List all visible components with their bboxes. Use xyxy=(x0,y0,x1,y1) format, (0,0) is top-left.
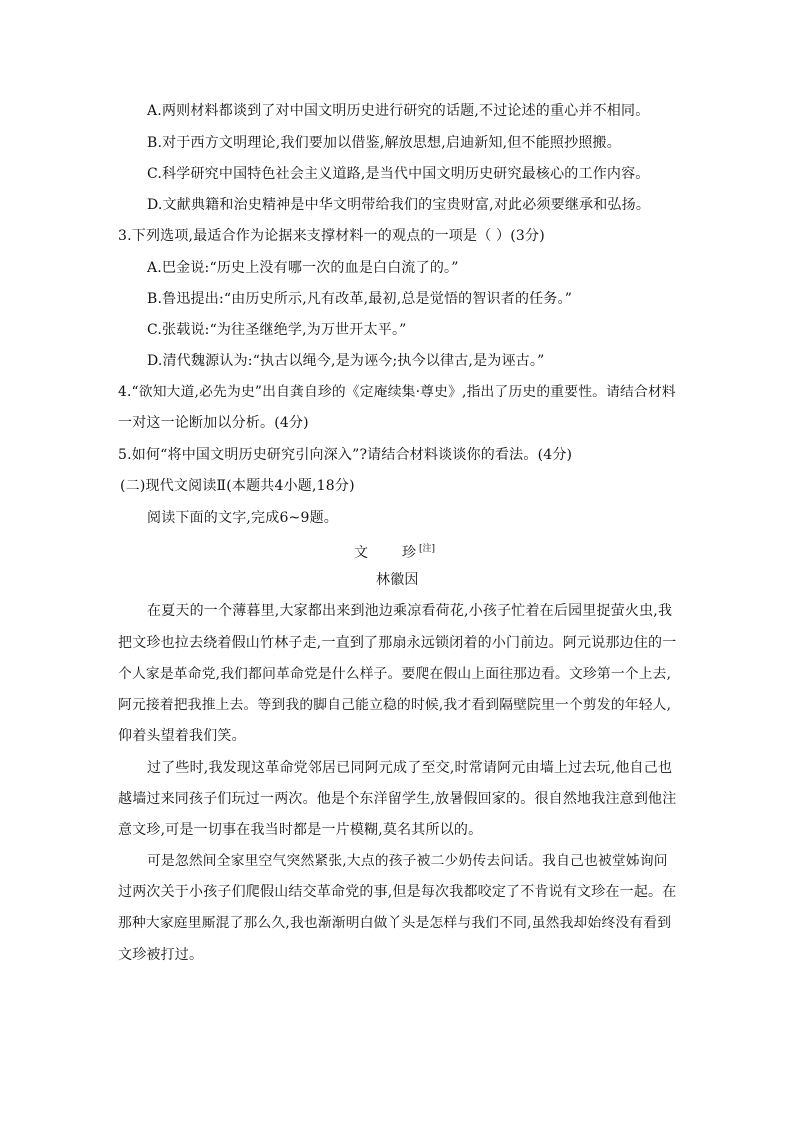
story-title-note: [注] xyxy=(419,544,436,554)
story-title-right: 珍 xyxy=(402,545,416,561)
paragraph-2-line-2: 越墙过来同孩子们玩过一两次。他是个东洋留学生,放暑假回家的。很自然地我注意到他注 xyxy=(118,791,677,807)
q3-option-d: D.清代魏源认为:“执古以绳今,是为诬今;执今以律古,是为诬古。” xyxy=(147,353,545,369)
q4-line-2: 一对这一论断加以分析。(4分) xyxy=(118,415,309,431)
section-heading: (二)现代文阅读Ⅱ(本题共4小题,18分) xyxy=(120,478,355,494)
story-title-left: 文 xyxy=(354,545,368,561)
paragraph-2-line-3: 意文珍,可是一切事在我当时都是一片模糊,莫名其所以的。 xyxy=(118,822,483,838)
story-author: 林徽因 xyxy=(376,572,419,588)
q2-option-c: C.科学研究中国特色社会主义道路,是当代中国文明历史研究最核心的工作内容。 xyxy=(147,166,650,182)
q3-option-c: C.张载说:“为往圣继绝学,为万世开太平。” xyxy=(147,322,407,338)
paragraph-1-line-2: 把文珍也拉去绕着假山竹林子走,一直到了那扇永远锁闭着的小门前边。阿元说那边住的一 xyxy=(118,635,677,651)
reading-instruction: 阅读下面的文字,完成6~9题。 xyxy=(147,510,338,526)
q4-line-1: 4.“欲知大道,必先为史”出自龚自珍的《定庵续集·尊史》,指出了历史的重要性。请结合材料 xyxy=(118,384,676,400)
q3-option-b: B.鲁迅提出:“由历史所示,凡有改革,最初,总是觉悟的智识者的任务。” xyxy=(147,291,573,307)
paragraph-1-line-1: 在夏天的一个薄暮里,大家都出来到池边乘凉看荷花,小孩子忙着在后园里捉萤火虫,我 xyxy=(147,603,673,619)
paragraph-3-line-3: 那种大家庭里厮混了那么久,我也渐渐明白做丫头是怎样与我们不同,虽然我却始终没有看到 xyxy=(118,915,672,931)
q2-option-b: B.对于西方文明理论,我们要加以借鉴,解放思想,启迪新知,但不能照抄照搬。 xyxy=(147,135,621,151)
paragraph-3-line-2: 过两次关于小孩子们爬假山结交革命党的事,但是每次我都咬定了不肯说有文珍在一起。在 xyxy=(118,884,677,900)
q5-stem: 5.如何“将中国文明历史研究引向深入”?请结合材料谈谈你的看法。(4分) xyxy=(118,447,573,463)
paragraph-3-line-1: 可是忽然间全家里空气突然紧张,大点的孩子被二少奶传去问话。我自己也被堂姊询问 xyxy=(147,853,668,869)
paragraph-2-line-1: 过了些时,我发现这革命党邻居已同阿元成了至交,时常请阿元由墙上过去玩,他自己也 xyxy=(147,760,673,776)
paragraph-1-line-4: 阿元接着把我推上去。等到我的脚自己能立稳的时候,我才看到隔壁院里一个剪发的年轻人, xyxy=(118,697,672,713)
q3-option-a: A.巴金说:“历史上没有哪一次的血是白白流了的。” xyxy=(147,260,459,276)
paragraph-3-line-4: 文珍被打过。 xyxy=(118,947,204,963)
q2-option-d: D.文献典籍和治史精神是中华文明带给我们的宝贵财富,对此必须要继承和弘扬。 xyxy=(147,197,651,213)
story-title xyxy=(354,539,435,563)
q3-stem: 3.下列选项,最适合作为论据来支撑材料一的观点的一项是（ ）(3分) xyxy=(118,228,545,244)
paragraph-1-line-5: 仰着头望着我们笑。 xyxy=(118,728,246,744)
paragraph-1-line-3: 个人家是革命党,我们都问革命党是什么样子。要爬在假山上面往那边看。文珍第一个上去, xyxy=(118,666,672,682)
q2-option-a: A.两则材料都谈到了对中国文明历史进行研究的话题,不过论述的重心并不相同。 xyxy=(147,103,650,119)
